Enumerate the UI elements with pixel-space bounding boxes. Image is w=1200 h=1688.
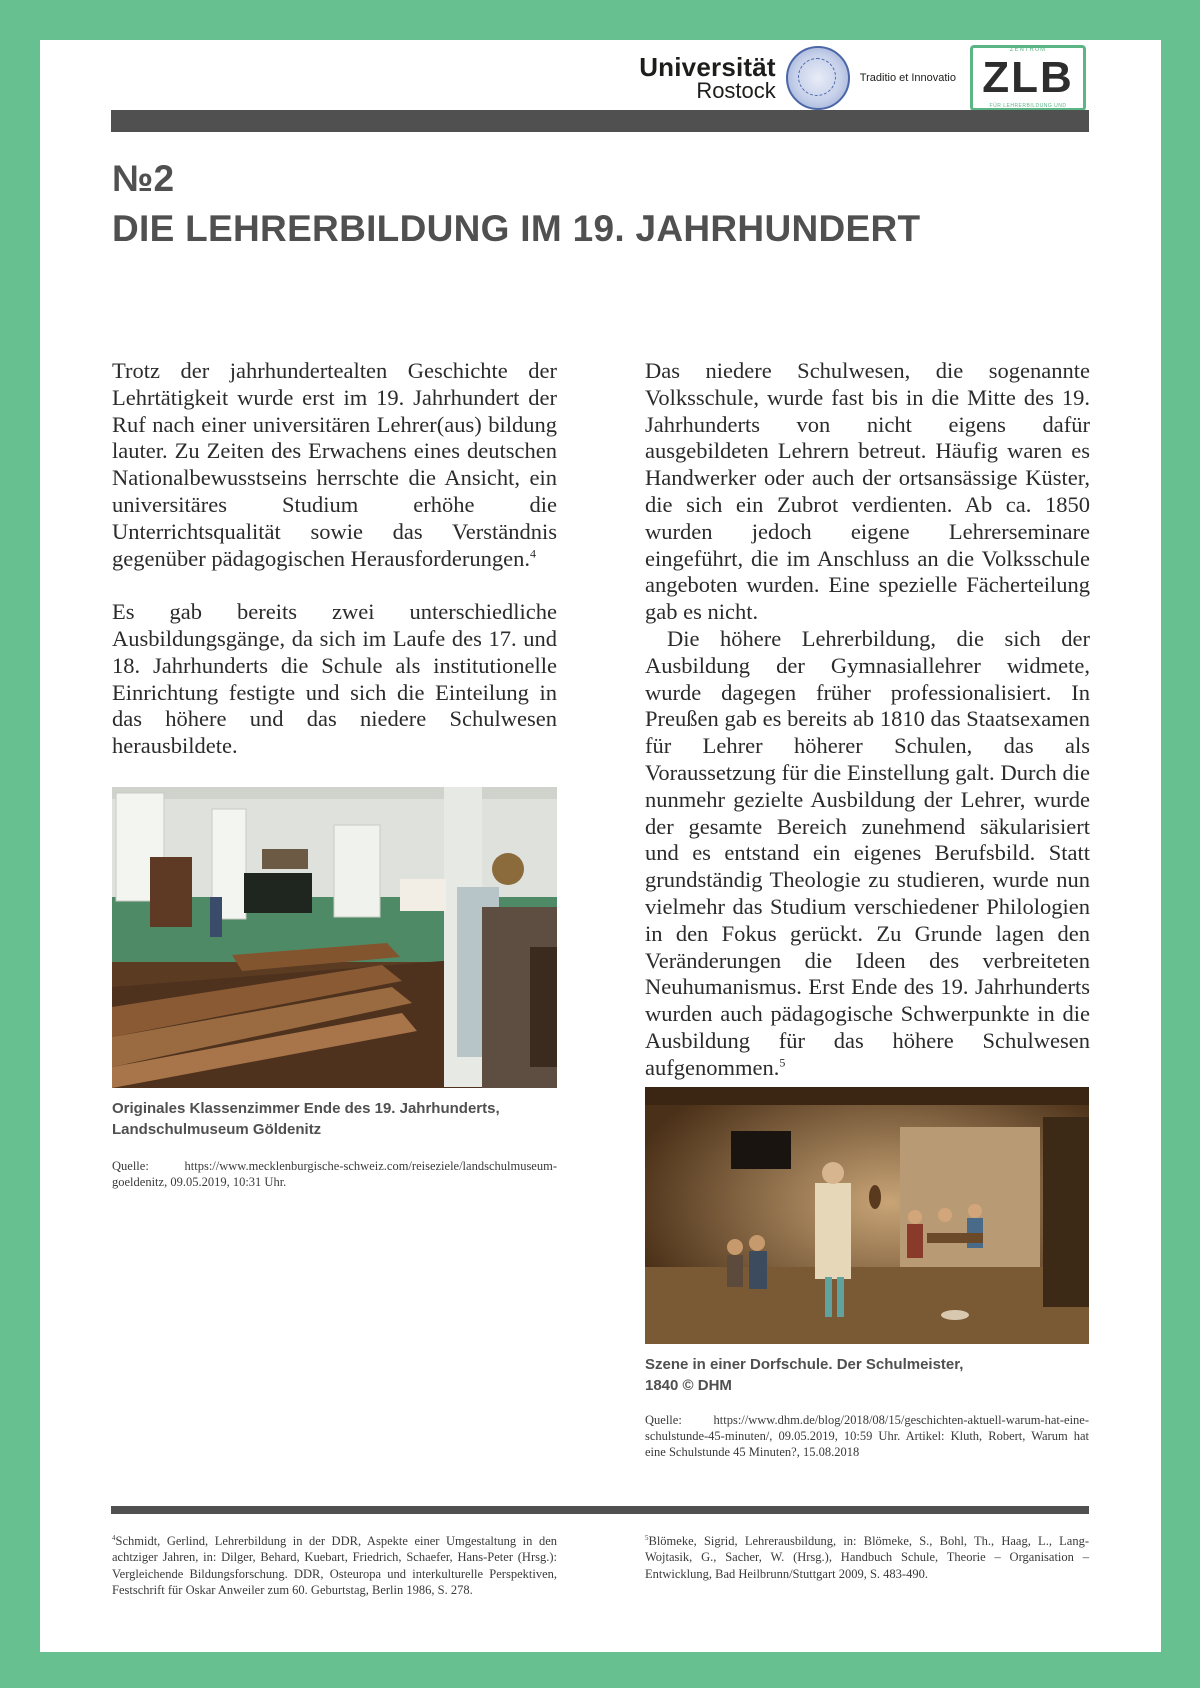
university-motto: Traditio et Innovatio [859,72,956,84]
right-paragraph-1: Das niedere Schulwesen, die sogenannte Volksschule, wurde fast bis in die Mitte des 19. Jahrhunderts von nicht eigens dafür ausgebildeten Lehrern betreut. Häufig waren es Handwerker oder auch der ortsansässige Küster, die sich ein Zubrot verdienten. Ab ca. 1850 wurden jedoch eigene Lehrerseminare eingeführt, die im Anschluss an die Volksschule angeboten wurden. Eine spezielle Fächerteilung gab es nicht. [645,358,1090,625]
painting-caption: Szene in einer Dorfschule. Der Schulmeister, 1840 © DHM [645,1356,964,1394]
footnote-5: $^5$Blömeke, Sigrid, Lehrerausbildung, in: Blömeke, S., Bohl, Th., Haag, L., Lang-Wojtasik, G., Sacher, W. (Hrsg.), Handbuch Schule, Theorie – Organisation – Entwicklung, Bad Heilbrunn/Stuttgart 2009, S. 483-490. [645,1534,1089,1581]
poster-page [40,40,1161,1652]
university-name-line1: Universität [639,52,776,82]
footer-divider-bar [111,1506,1089,1514]
university-name-line2: Rostock [696,78,776,103]
zlb-logo-top: ZENTRUM [1009,47,1047,53]
zlb-logo [970,45,1086,111]
right-paragraph-2: Die höhere Lehrerbildung, die sich der Ausbildung der Gymnasiallehrer widmete, wurde dagegen früher professionalisiert. In Preußen gab es bereits ab 1810 das Staatsexamen für Lehrer höherer Schulen, das als Voraussetzung für die Einstellung galt. Durch die nunmehr gezielte Ausbildung der Lehrer, wurde der gesamte Bereich zunehmend säkularisiert und es entstand ein eigenes Berufsbild. Statt grundständig Theologie zu studieren, wurde nun vielmehr das Studium verschiedener Philologien in den Fokus gerückt. Zu Grunde lagen den Veränderungen die Ideen des verbreiteten Neuhumanismus. Erst Ende des 19. Jahrhunderts wurden auch pädagogische Schwerpunkte in die Ausbildung für das höhere Schulwesen aufgenommen.$^5$ [645,625,1090,1080]
page-title [112,154,920,254]
painting-source: Quelle: https://www.dhm.de/blog/2018/08/15/geschichten-aktuell-warum-hat-eine-schulstunde-45-minuten/, 09.05.2019, 10:59 Uhr. Artikel: Kluth, Robert, Warum hat eine Schulstunde 45 Minuten?, 15.08.2018 [645,1413,1089,1459]
village-school-painting [645,1087,1089,1344]
zlb-logo-main: ZLB [982,53,1074,102]
university-logo-text [639,54,776,102]
left-paragraph-1: Trotz der jahrhundertealten Geschichte der Lehrtätigkeit wurde erst im 19. Jahrhundert der Ruf nach einer universitären Lehrer(aus) bildung lauter. Zu Zeiten des Erwachens eines deutschen Nationalbewusstseins herrschte die Ansicht, ein universitäres Studium erhöhe die Unterrichtsqualität sowie das Verständnis gegenüber pädagogischen Herausforderungen.$^4$ [112,358,557,571]
left-text-column [112,358,557,760]
classroom-photo-source: Quelle: https://www.mecklenburgische-schweiz.com/reiseziele/landschulmuseum-goeldenitz, 09.05.2019, 10:31 Uhr. [112,1159,557,1189]
university-seal-icon [786,46,850,110]
zlb-logo-bottom: FÜR LEHRERBILDUNG UND [989,103,1067,109]
left-paragraph-2: Es gab bereits zwei unterschiedliche Ausbildungsgänge, da sich im Laufe des 17. und 18. Jahrhunderts die Schule als institutionelle Einrichtung festigte und sich die Einteilung in das höhere und das niedere Schulwesen herausbildete. [112,599,557,759]
title-heading: DIE LEHRERBILDUNG IM 19. JAHRHUNDERT [112,208,921,249]
title-number: №2 [112,158,175,199]
footnote-ref-5: 5 [779,1055,786,1070]
header-logos [639,44,1086,112]
classroom-photo-caption: Originales Klassenzimmer Ende des 19. Jahrhunderts, Landschulmuseum Göldenitz [112,1100,500,1138]
right-text-column [645,358,1090,1082]
classroom-photo [112,787,557,1088]
footnote-ref-4: 4 [529,546,536,561]
header-divider-bar [111,110,1089,132]
footnote-4: $^4$Schmidt, Gerlind, Lehrerbildung in der DDR, Aspekte einer Umgestaltung in den achtziger Jahren, in: Dilger, Behard, Kuebart, Friedrich, Schaefer, Hans-Peter (Hrsg.): Vergleichende Bildungsforschung. DDR, Osteuropa und interkulturelle Perspektiven, Festschrift für Oskar Anweiler zum 60. Geburtstag, Berlin 1986, S. 278. [112,1534,557,1598]
